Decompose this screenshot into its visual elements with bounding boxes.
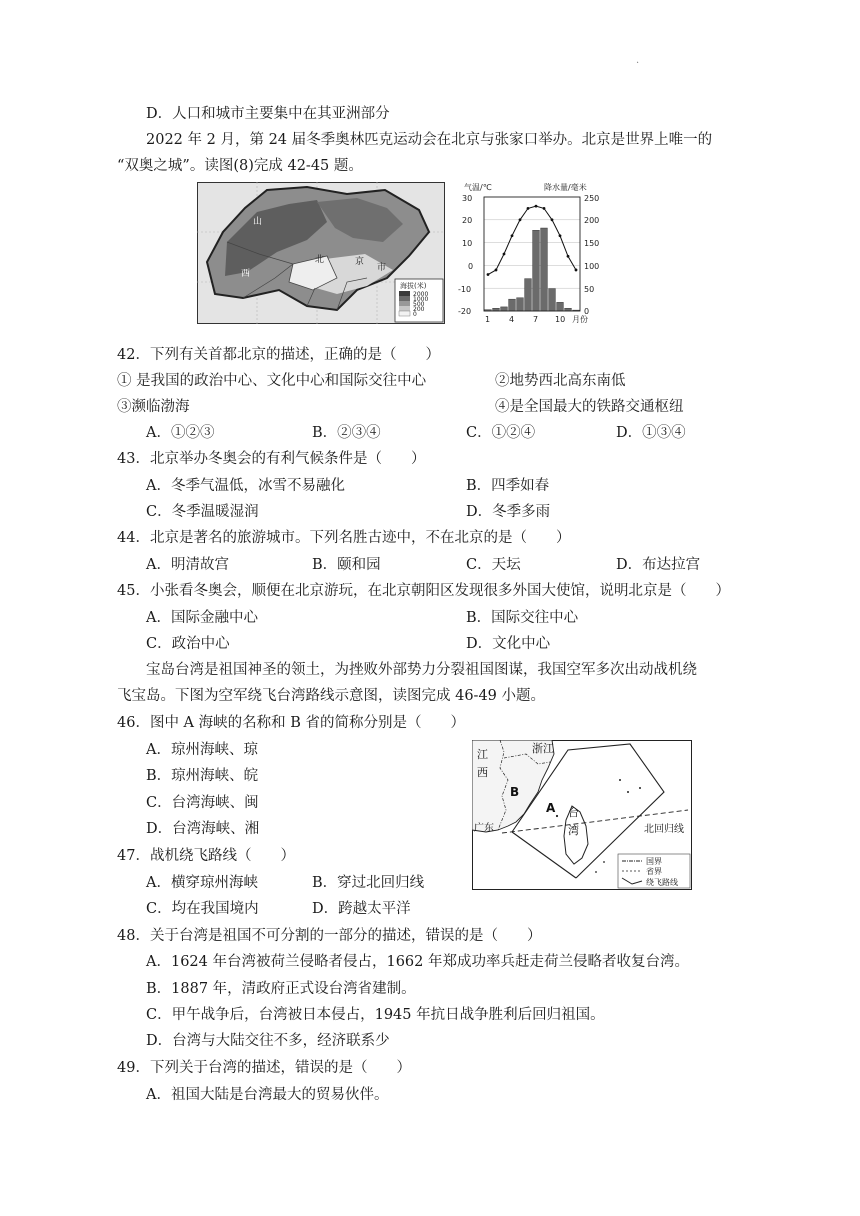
q41-option-d: D．人口和城市主要集中在其亚洲部分 — [146, 106, 390, 122]
temperature-point-10 — [559, 234, 562, 237]
label-jiangxi-1: 江 — [477, 748, 488, 761]
q46-option-a: A．琼州海峡、琼 — [146, 742, 258, 758]
legend-value-1: 1000 — [413, 296, 429, 303]
beijing-map-label-4: 西 — [241, 269, 251, 279]
q45-option-d: D．文化中心 — [466, 636, 551, 652]
q45-option-a: A．国际金融中心 — [146, 610, 258, 626]
temperature-point-3 — [503, 253, 506, 256]
legend-value-3: 200 — [413, 306, 425, 313]
q42-option-a: A．①②③ — [146, 425, 215, 441]
month-tick-1: 4 — [509, 315, 515, 324]
q47-option-b: B．穿过北回归线 — [312, 875, 425, 891]
legend-value-4: 0 — [413, 311, 417, 318]
label-guangdong: 广东 — [474, 823, 494, 834]
q44-stem: 44．北京是著名的旅游城市。下列名胜古迹中，不在北京的是（ ） — [117, 530, 571, 546]
temperature-point-1 — [487, 273, 490, 276]
q45-option-c: C．政治中心 — [146, 636, 230, 652]
y-left-label: 气温/℃ — [464, 183, 492, 192]
temperature-point-7 — [535, 205, 538, 208]
q46-option-c: C．台湾海峡、闽 — [146, 795, 259, 811]
label-tropic-of-cancer: 北回归线 — [644, 824, 684, 835]
legend-title: 海拔(米) — [400, 282, 427, 290]
precip-bar-6 — [525, 279, 532, 311]
precip-bar-5 — [517, 298, 524, 311]
precip-bar-8 — [541, 228, 548, 311]
precip-bar-9 — [549, 289, 556, 311]
beijing-topo-map — [197, 182, 445, 324]
temperature-point-5 — [519, 218, 522, 221]
temperature-point-6 — [527, 207, 530, 210]
temperature-point-8 — [543, 207, 546, 210]
temp-tick-1: 20 — [462, 216, 473, 225]
legend-national-border: 国界 — [646, 857, 662, 866]
q44-option-b: B．颐和园 — [312, 557, 381, 573]
precip-tick-2: 150 — [584, 239, 600, 248]
beijing-map-label-2: 京 — [355, 257, 365, 267]
temperature-point-11 — [567, 255, 570, 258]
intro-taiwan-line2: 飞宝岛。下图为空军绕飞台湾路线示意图，读图完成 46-49 小题。 — [117, 688, 546, 704]
intro-olympics-line2: “双奥之城”。读图(8)完成 42-45 题。 — [117, 158, 363, 174]
q47-option-c: C．均在我国境内 — [146, 901, 259, 917]
legend-value-0: 2000 — [413, 291, 429, 298]
q42-statement-3: ③濒临渤海 — [117, 399, 190, 415]
label-jiangxi-2: 西 — [477, 766, 488, 779]
temperature-point-2 — [495, 269, 498, 272]
q44-option-c: C．天坛 — [466, 557, 521, 573]
q43-option-c: C．冬季温暖湿润 — [146, 504, 259, 520]
q42-stem: 42．下列有关首都北京的描述，正确的是（ ） — [117, 347, 440, 363]
q47-option-a: A．横穿琼州海峡 — [146, 875, 258, 891]
beijing-climate-chart — [454, 180, 604, 326]
precip-bar-3 — [501, 307, 508, 311]
q42-statement-2: ②地势西北高东南低 — [495, 373, 626, 389]
precip-tick-3: 100 — [584, 262, 600, 271]
beijing-map-legend — [395, 279, 443, 322]
q48-stem: 48．关于台湾是祖国不可分割的一部分的描述，错误的是（ ） — [117, 928, 542, 944]
legend-flight-route: 绕飞路线 — [646, 878, 678, 887]
month-tick-0: 1 — [485, 315, 491, 324]
temp-tick-4: -10 — [458, 285, 472, 294]
q46-stem: 46．图中 A 海峡的名称和 B 省的简称分别是（ ） — [117, 715, 466, 731]
beijing-map-label-0: 山 — [253, 217, 263, 227]
month-tick-3: 10 — [555, 315, 566, 324]
temperature-point-4 — [511, 234, 514, 237]
temp-tick-5: -20 — [458, 307, 472, 316]
temp-tick-2: 10 — [462, 239, 473, 248]
corner-mark: · — [636, 58, 640, 69]
legend-provincial-border: 省界 — [646, 867, 662, 876]
q43-option-d: D．冬季多雨 — [466, 504, 551, 520]
precip-bar-4 — [509, 299, 516, 311]
q46-option-b: B．琼州海峡、皖 — [146, 768, 259, 784]
q43-option-a: A．冬季气温低，冰雪不易融化 — [146, 478, 345, 494]
route-map-legend — [618, 854, 690, 888]
y-right-label: 降水量/毫米 — [544, 183, 587, 192]
q46-option-d: D．台湾海峡、湘 — [146, 821, 260, 837]
q43-stem: 43．北京举办冬奥会的有利气候条件是（ ） — [117, 451, 426, 467]
q49-stem: 49．下列关于台湾的描述，错误的是（ ） — [117, 1060, 411, 1076]
temp-tick-0: 30 — [462, 194, 473, 203]
beijing-map-label-3: 市 — [377, 263, 387, 273]
month-tick-2: 7 — [533, 315, 539, 324]
precip-tick-0: 250 — [584, 194, 600, 203]
label-taiwan-1: 台 — [568, 806, 579, 819]
month-axis-label: 月份 — [572, 315, 588, 324]
label-province-b: B — [510, 785, 520, 799]
q48-option-a: A．1624 年台湾被荷兰侵略者侵占，1662 年郑成功率兵赶走荷兰侵略者收复台湾。 — [146, 954, 689, 970]
precip-bar-10 — [557, 302, 564, 311]
q42-statement-1: ① 是我国的政治中心、文化中心和国际交往中心 — [117, 373, 427, 389]
taiwan-route-map — [472, 740, 692, 890]
beijing-map-label-1: 北 — [315, 255, 325, 265]
q48-option-c: C．甲午战争后，台湾被日本侵占，1945 年抗日战争胜利后回归祖国。 — [146, 1007, 605, 1023]
intro-taiwan-line1: 宝岛台湾是祖国神圣的领土，为挫败外部势力分裂祖国图谋，我国空军多次出动战机绕 — [146, 662, 697, 678]
q43-option-b: B．四季如春 — [466, 478, 550, 494]
q45-stem: 45．小张看冬奥会，顺便在北京游玩，在北京朝阳区发现很多外国大使馆，说明北京是（ ） — [117, 583, 730, 599]
q45-option-b: B．国际交往中心 — [466, 610, 579, 626]
q42-option-c: C．①②④ — [466, 425, 536, 441]
intro-olympics-line1: 2022 年 2 月，第 24 届冬季奥林匹克运动会在北京与张家口举办。北京是世界上唯一的 — [146, 132, 713, 148]
q48-option-b: B．1887 年，清政府正式设台湾省建制。 — [146, 981, 416, 997]
label-taiwan-2: 湾 — [568, 824, 579, 837]
q47-stem: 47．战机绕飞路线（ ） — [117, 848, 295, 864]
precip-tick-5: 0 — [584, 307, 590, 316]
q44-option-a: A．明清故宫 — [146, 557, 229, 573]
legend-value-2: 500 — [413, 301, 425, 308]
q42-option-b: B．②③④ — [312, 425, 381, 441]
temperature-line — [488, 206, 576, 274]
label-strait-a: A — [546, 801, 556, 815]
q48-option-d: D．台湾与大陆交往不多，经济联系少 — [146, 1033, 390, 1049]
temperature-point-9 — [551, 218, 554, 221]
q44-option-d: D．布达拉宫 — [616, 557, 701, 573]
temp-tick-3: 0 — [468, 262, 474, 271]
q47-option-d: D．跨越太平洋 — [312, 901, 411, 917]
temperature-point-12 — [575, 269, 578, 272]
q49-option-a: A．祖国大陆是台湾最大的贸易伙伴。 — [146, 1087, 389, 1103]
precip-bar-7 — [533, 230, 540, 311]
precip-tick-4: 50 — [584, 285, 595, 294]
precip-tick-1: 200 — [584, 216, 600, 225]
label-zhejiang: 浙江 — [532, 742, 554, 755]
q42-statement-4: ④是全国最大的铁路交通枢纽 — [495, 399, 684, 415]
q42-option-d: D．①③④ — [616, 425, 686, 441]
